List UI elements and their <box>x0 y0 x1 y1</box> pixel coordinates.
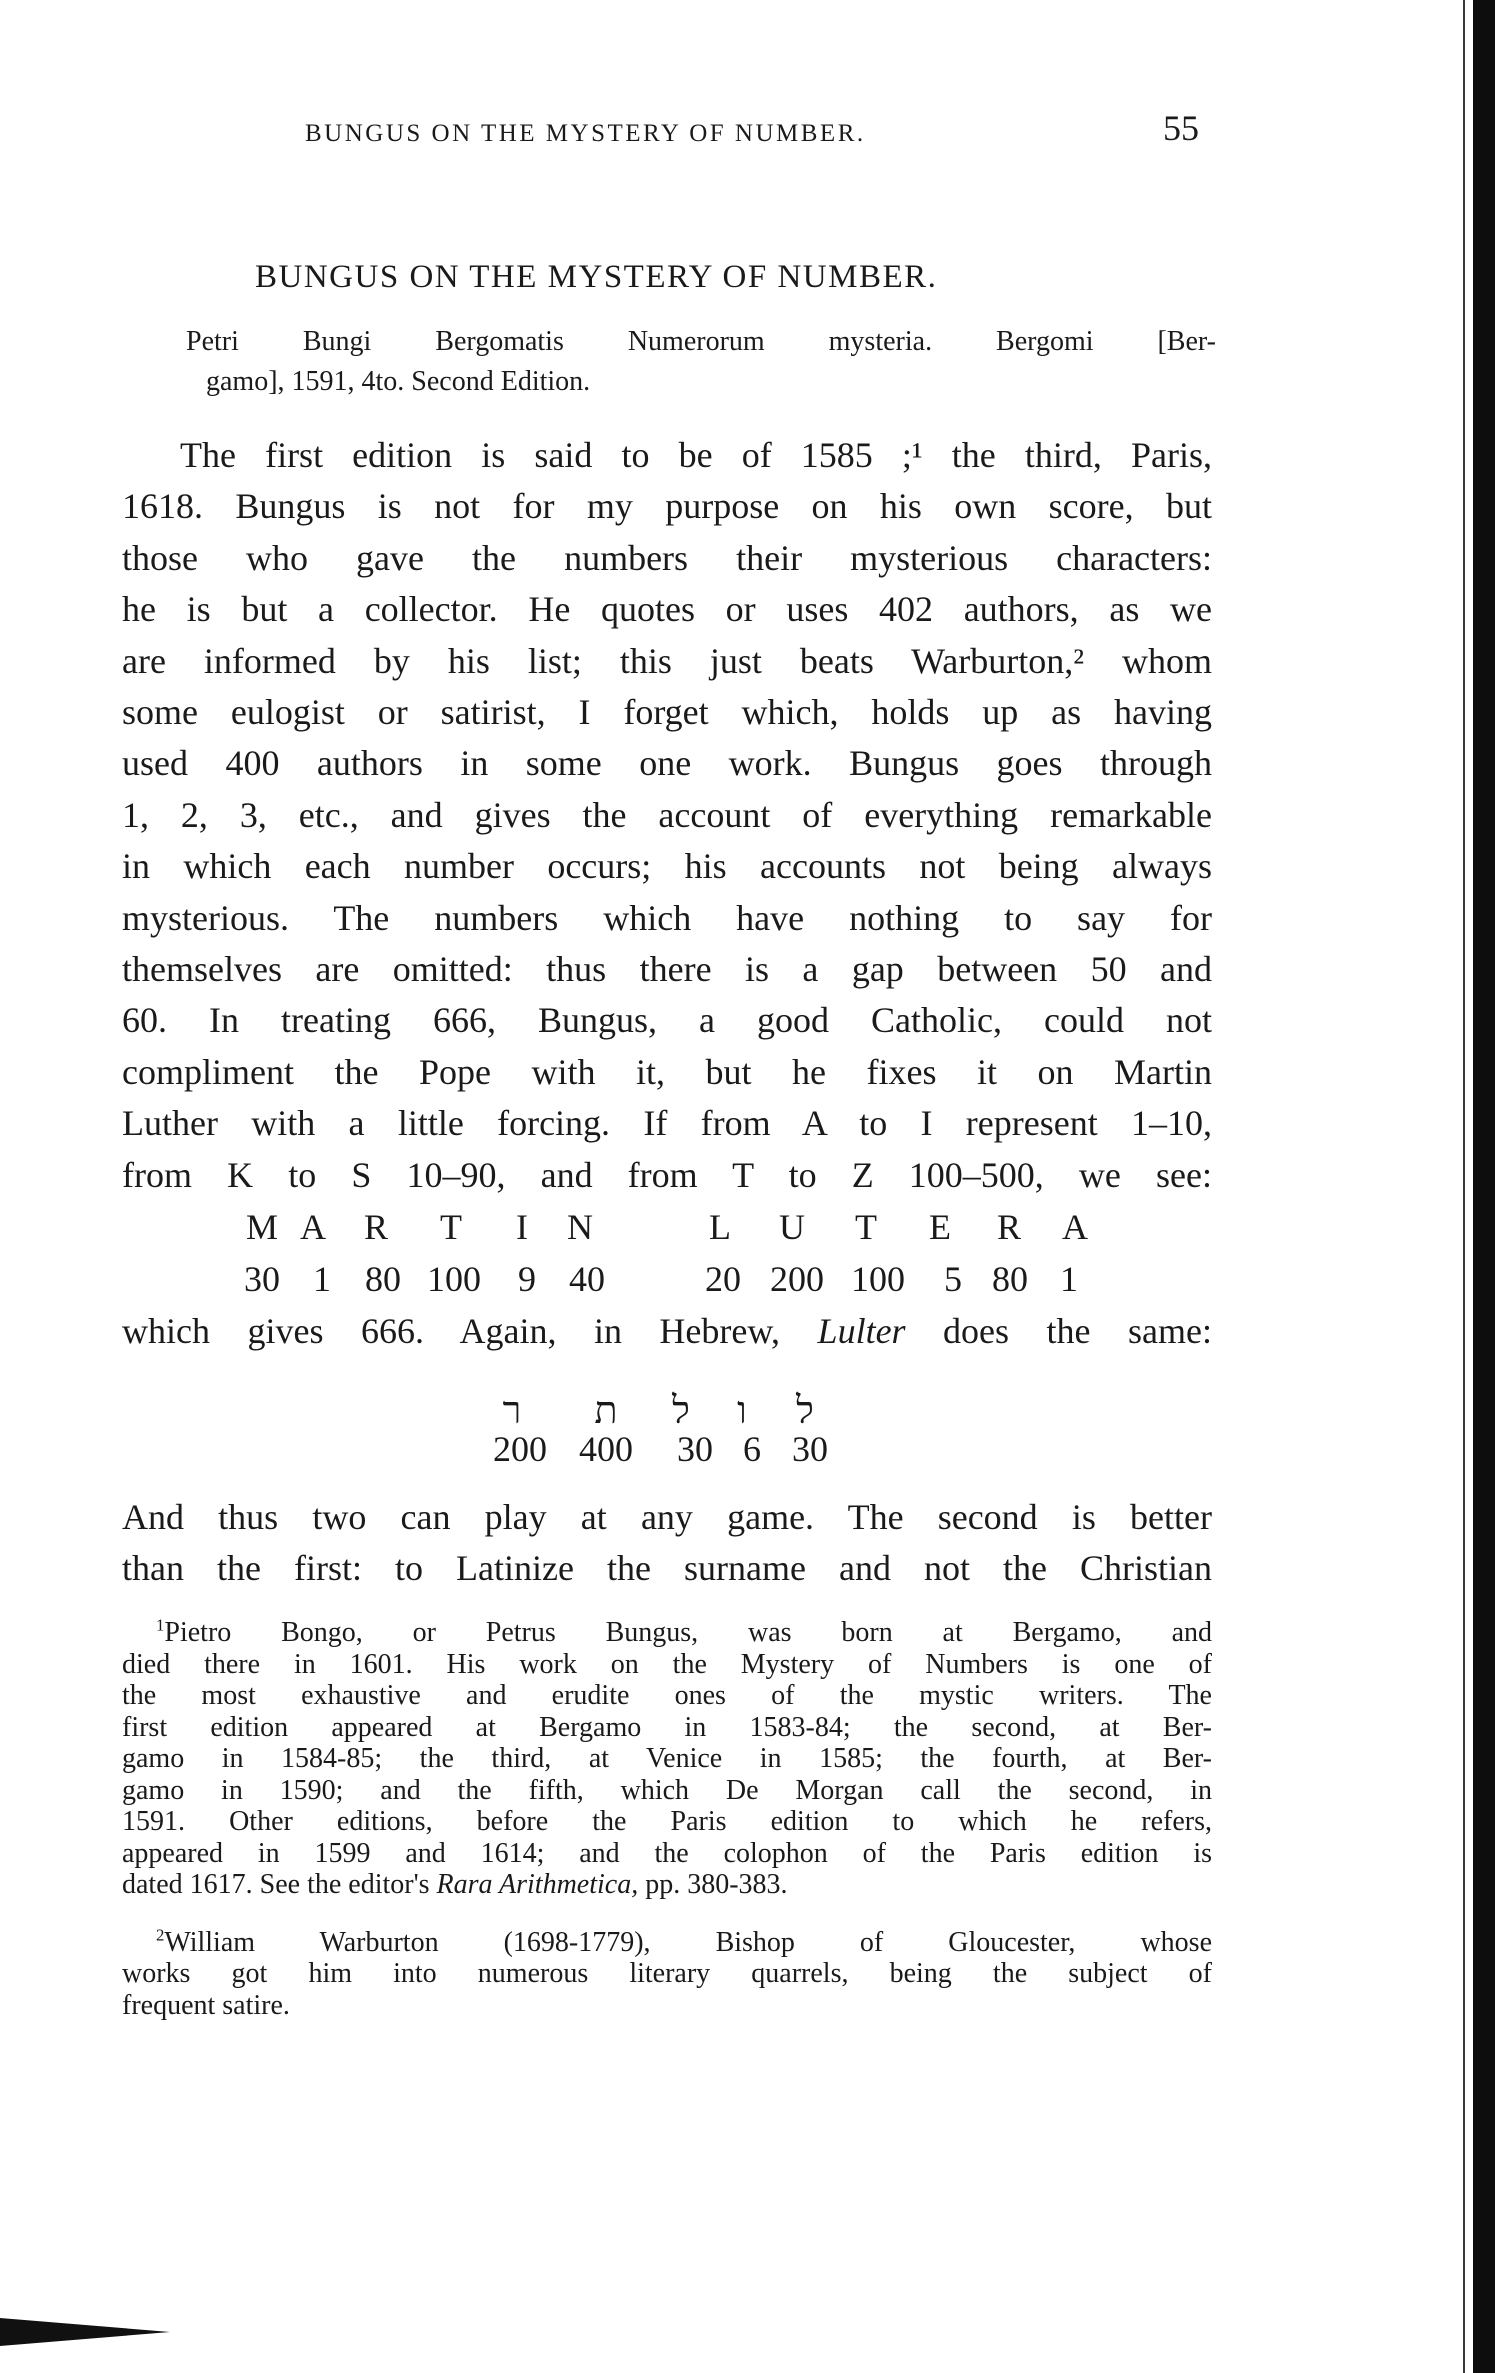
footnote-marker: 2 <box>156 1925 165 1945</box>
closing-line: than the first: to Latinize the surname and not the Christian <box>122 1548 1212 1588</box>
footnote-italic: Rara Arithmetica, <box>436 1869 639 1900</box>
hebrew-value: 30 <box>792 1429 828 1469</box>
footnote-line <box>122 1927 1212 1959</box>
citation <box>186 322 1216 402</box>
after-cipher-text: does the same: <box>905 1311 1212 1351</box>
cipher-value: 80 <box>365 1259 401 1299</box>
citation-line: Petri Bungi Bergomatis Numerorum mysteria. Bergomi [Ber- <box>186 326 1216 357</box>
hebrew-value: 6 <box>743 1429 761 1469</box>
body-line: mysterious. The numbers which have nothing to say for <box>122 897 1212 938</box>
body-line: The first edition is said to be of 1585 ;¹ the third, Paris, <box>180 435 1212 475</box>
hebrew-letter: ר <box>502 1388 522 1432</box>
footnote-1 <box>122 1617 1212 1901</box>
cipher-letter: R <box>363 1207 389 1247</box>
cipher-letter: R <box>996 1207 1022 1247</box>
cipher-letter: T <box>855 1207 877 1247</box>
hebrew-letter: ו <box>737 1388 747 1432</box>
footnote-line: gamo in 1584-85; the third, at Venice in 1585; the fourth, at Ber- <box>122 1743 1212 1774</box>
cipher-value: 5 <box>944 1259 962 1299</box>
footnote-line: works got him into numerous literary quarrels, being the subject of <box>122 1958 1212 1989</box>
scan-edge-line <box>1463 0 1465 2373</box>
closing-paragraph <box>122 1492 1212 1594</box>
footnote-line: the most exhaustive and erudite ones of the mystic writers. The <box>122 1680 1212 1711</box>
body-line: he is but a collector. He quotes or uses 402 authors, as we <box>122 589 1212 630</box>
body-line: those who gave the numbers their mysterious characters: <box>122 537 1212 578</box>
cipher-letter: T <box>440 1207 462 1247</box>
footnote-line: gamo in 1590; and the fifth, which De Morgan call the second, in <box>122 1774 1212 1806</box>
hebrew-letter: ל <box>796 1388 814 1432</box>
cipher-letter: E <box>929 1207 951 1247</box>
footnote-marker: 1 <box>156 1615 165 1635</box>
body-line: from K to S 10–90, and from T to Z 100–500, we see: <box>122 1154 1212 1195</box>
after-cipher-line <box>122 1310 1212 1352</box>
footnote-line: 1591. Other editions, before the Paris edition to which he refers, <box>122 1806 1212 1837</box>
hebrew-value: 30 <box>677 1429 713 1469</box>
cipher-value: 30 <box>244 1259 280 1299</box>
body-line: themselves are omitted: thus there is a gap between 50 and <box>122 949 1212 990</box>
after-cipher-italic: Lulter <box>817 1311 906 1351</box>
cipher-value: 9 <box>518 1259 536 1299</box>
hebrew-letter: ל <box>672 1388 690 1432</box>
body-line: some eulogist or satirist, I forget which, holds up as having <box>122 692 1212 733</box>
footnote-line: frequent satire. <box>122 1989 290 2021</box>
running-head: BUNGUS ON THE MYSTERY OF NUMBER. <box>305 120 866 147</box>
body-line: in which each number occurs; his accounts not being always <box>122 846 1212 887</box>
cipher-value: 1 <box>313 1259 331 1299</box>
footnote-line <box>122 1869 1212 1901</box>
after-cipher-text: which gives 666. Again, in Hebrew, <box>122 1311 818 1351</box>
footnotes <box>122 1617 1212 2047</box>
footnote-line: appeared in 1599 and 1614; and the colophon of the Paris edition is <box>122 1837 1212 1869</box>
cipher-letter: A <box>300 1207 326 1247</box>
body-line: 1, 2, 3, etc., and gives the account of everything remarkable <box>122 794 1212 835</box>
section-title: BUNGUS ON THE MYSTERY OF NUMBER. <box>255 259 938 295</box>
page-number: 55 <box>1163 108 1199 148</box>
cipher-value: 100 <box>427 1259 481 1299</box>
footnote-2 <box>122 1927 1212 2022</box>
body-line: Luther with a little forcing. If from A to I represent 1–10, <box>122 1103 1212 1144</box>
footnote-line: first edition appeared at Bergamo in 1583-84; the second, at Ber- <box>122 1711 1212 1743</box>
scan-bottom-mark <box>0 2318 170 2346</box>
body-line: 60. In treating 666, Bungus, a good Catholic, could not <box>122 1000 1212 1041</box>
body-line: 1618. Bungus is not for my purpose on his own score, but <box>122 486 1212 527</box>
body-line: are informed by his list; this just beats Warburton,² whom <box>122 640 1212 681</box>
footnote-text: Pietro Bongo, or Petrus Bungus, was born at Bergamo, and <box>164 1617 1212 1648</box>
footnote-line: died there in 1601. His work on the Mystery of Numbers is one of <box>122 1648 1212 1680</box>
footnote-text: pp. 380-383. <box>638 1869 788 1900</box>
body-line: compliment the Pope with it, but he fixes it on Martin <box>122 1051 1212 1092</box>
scan-edge-shadow <box>1473 0 1495 2373</box>
hebrew-value: 200 <box>493 1429 547 1469</box>
cipher-value: 1 <box>1060 1259 1078 1299</box>
body-line: used 400 authors in some one work. Bungus goes through <box>122 743 1212 784</box>
cipher-letter: A <box>1062 1207 1088 1247</box>
cipher-value: 100 <box>851 1259 905 1299</box>
cipher-letter: U <box>779 1207 805 1247</box>
cipher-value: 20 <box>705 1259 741 1299</box>
body-paragraph <box>122 430 1212 1201</box>
cipher-letter: M <box>245 1207 279 1247</box>
closing-line: And thus two can play at any game. The second is better <box>122 1497 1212 1537</box>
cipher-value: 40 <box>569 1259 605 1299</box>
footnote-line <box>122 1617 1212 1649</box>
hebrew-value: 400 <box>579 1429 633 1469</box>
footnote-text: William Warburton (1698-1779), Bishop of Gloucester, whose <box>164 1926 1212 1958</box>
cipher-letter: I <box>516 1207 528 1247</box>
citation-line: gamo], 1591, 4to. Second Edition. <box>206 366 591 397</box>
cipher-letter: L <box>709 1207 731 1247</box>
cipher-value: 200 <box>770 1259 824 1299</box>
hebrew-letter: ת <box>594 1388 618 1432</box>
cipher-letter: N <box>567 1207 593 1247</box>
cipher-value: 80 <box>992 1259 1028 1299</box>
footnote-text: dated 1617. See the editor's <box>122 1869 437 1900</box>
